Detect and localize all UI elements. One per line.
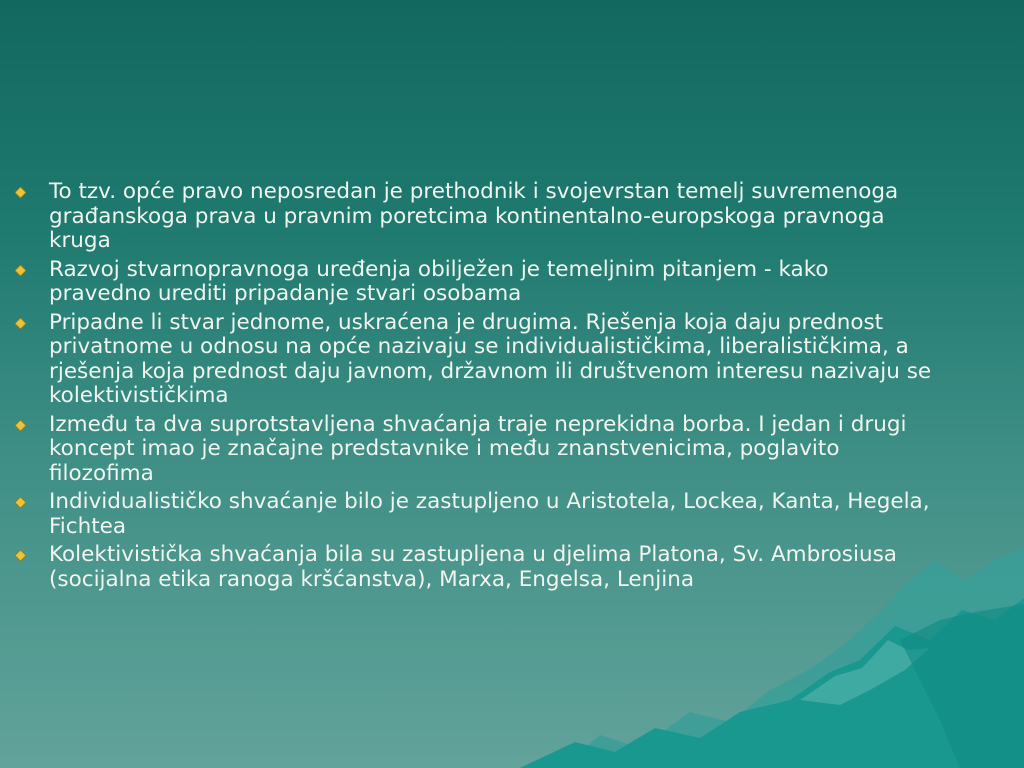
diamond-bullet-icon (15, 497, 26, 508)
bullet-text: Individualističko shvaćanje bilo je zastupljeno u Aristotela, Lockea, Kanta, Hegela, Fichtea (49, 489, 930, 539)
bullet-item (12, 490, 932, 539)
bullet-item (12, 180, 932, 254)
diamond-bullet-icon (15, 265, 26, 276)
diamond-bullet-icon (15, 318, 26, 329)
bullet-text: Pripadne li stvar jednome, uskraćena je drugima. Rješenja koja daju prednost privatnome u odnosu na opće nazivaju se individualističkima, liberalističkima, a rješenja koja prednost daju javnom, državnom ili društvenom interesu nazivaju se kolektivističkima (49, 309, 932, 408)
slide-body (12, 180, 932, 596)
bullet-item (12, 413, 932, 487)
bullet-item (12, 311, 932, 409)
bullet-text: To tzv. opće pravo neposredan je prethodnik i svojevrstan temelj suvremenoga građanskoga prava u pravnim poretcima kontinentalno-europskoga pravnoga kruga (49, 179, 899, 253)
diamond-bullet-icon (15, 550, 26, 561)
bullet-list (12, 180, 932, 592)
diamond-bullet-icon (15, 420, 26, 431)
bullet-item (12, 543, 932, 592)
diamond-bullet-icon (15, 187, 26, 198)
bullet-text: Kolektivistička shvaćanja bila su zastupljena u djelima Platona, Sv. Ambrosiusa (socijalna etika ranoga kršćanstva), Marxa, Engelsa, Lenjina (49, 542, 897, 592)
bullet-text: Razvoj stvarnopravnoga uređenja obilježen je temeljnim pitanjem - kako pravedno urediti pripadanje stvari osobama (49, 256, 829, 306)
bullet-text: Između ta dva suprotstavljena shvaćanja traje neprekidna borba. I jedan i drugi koncept imao je značajne predstavnike i među znanstvenicima, poglavito filozofima (49, 411, 907, 486)
bullet-item (12, 258, 932, 307)
